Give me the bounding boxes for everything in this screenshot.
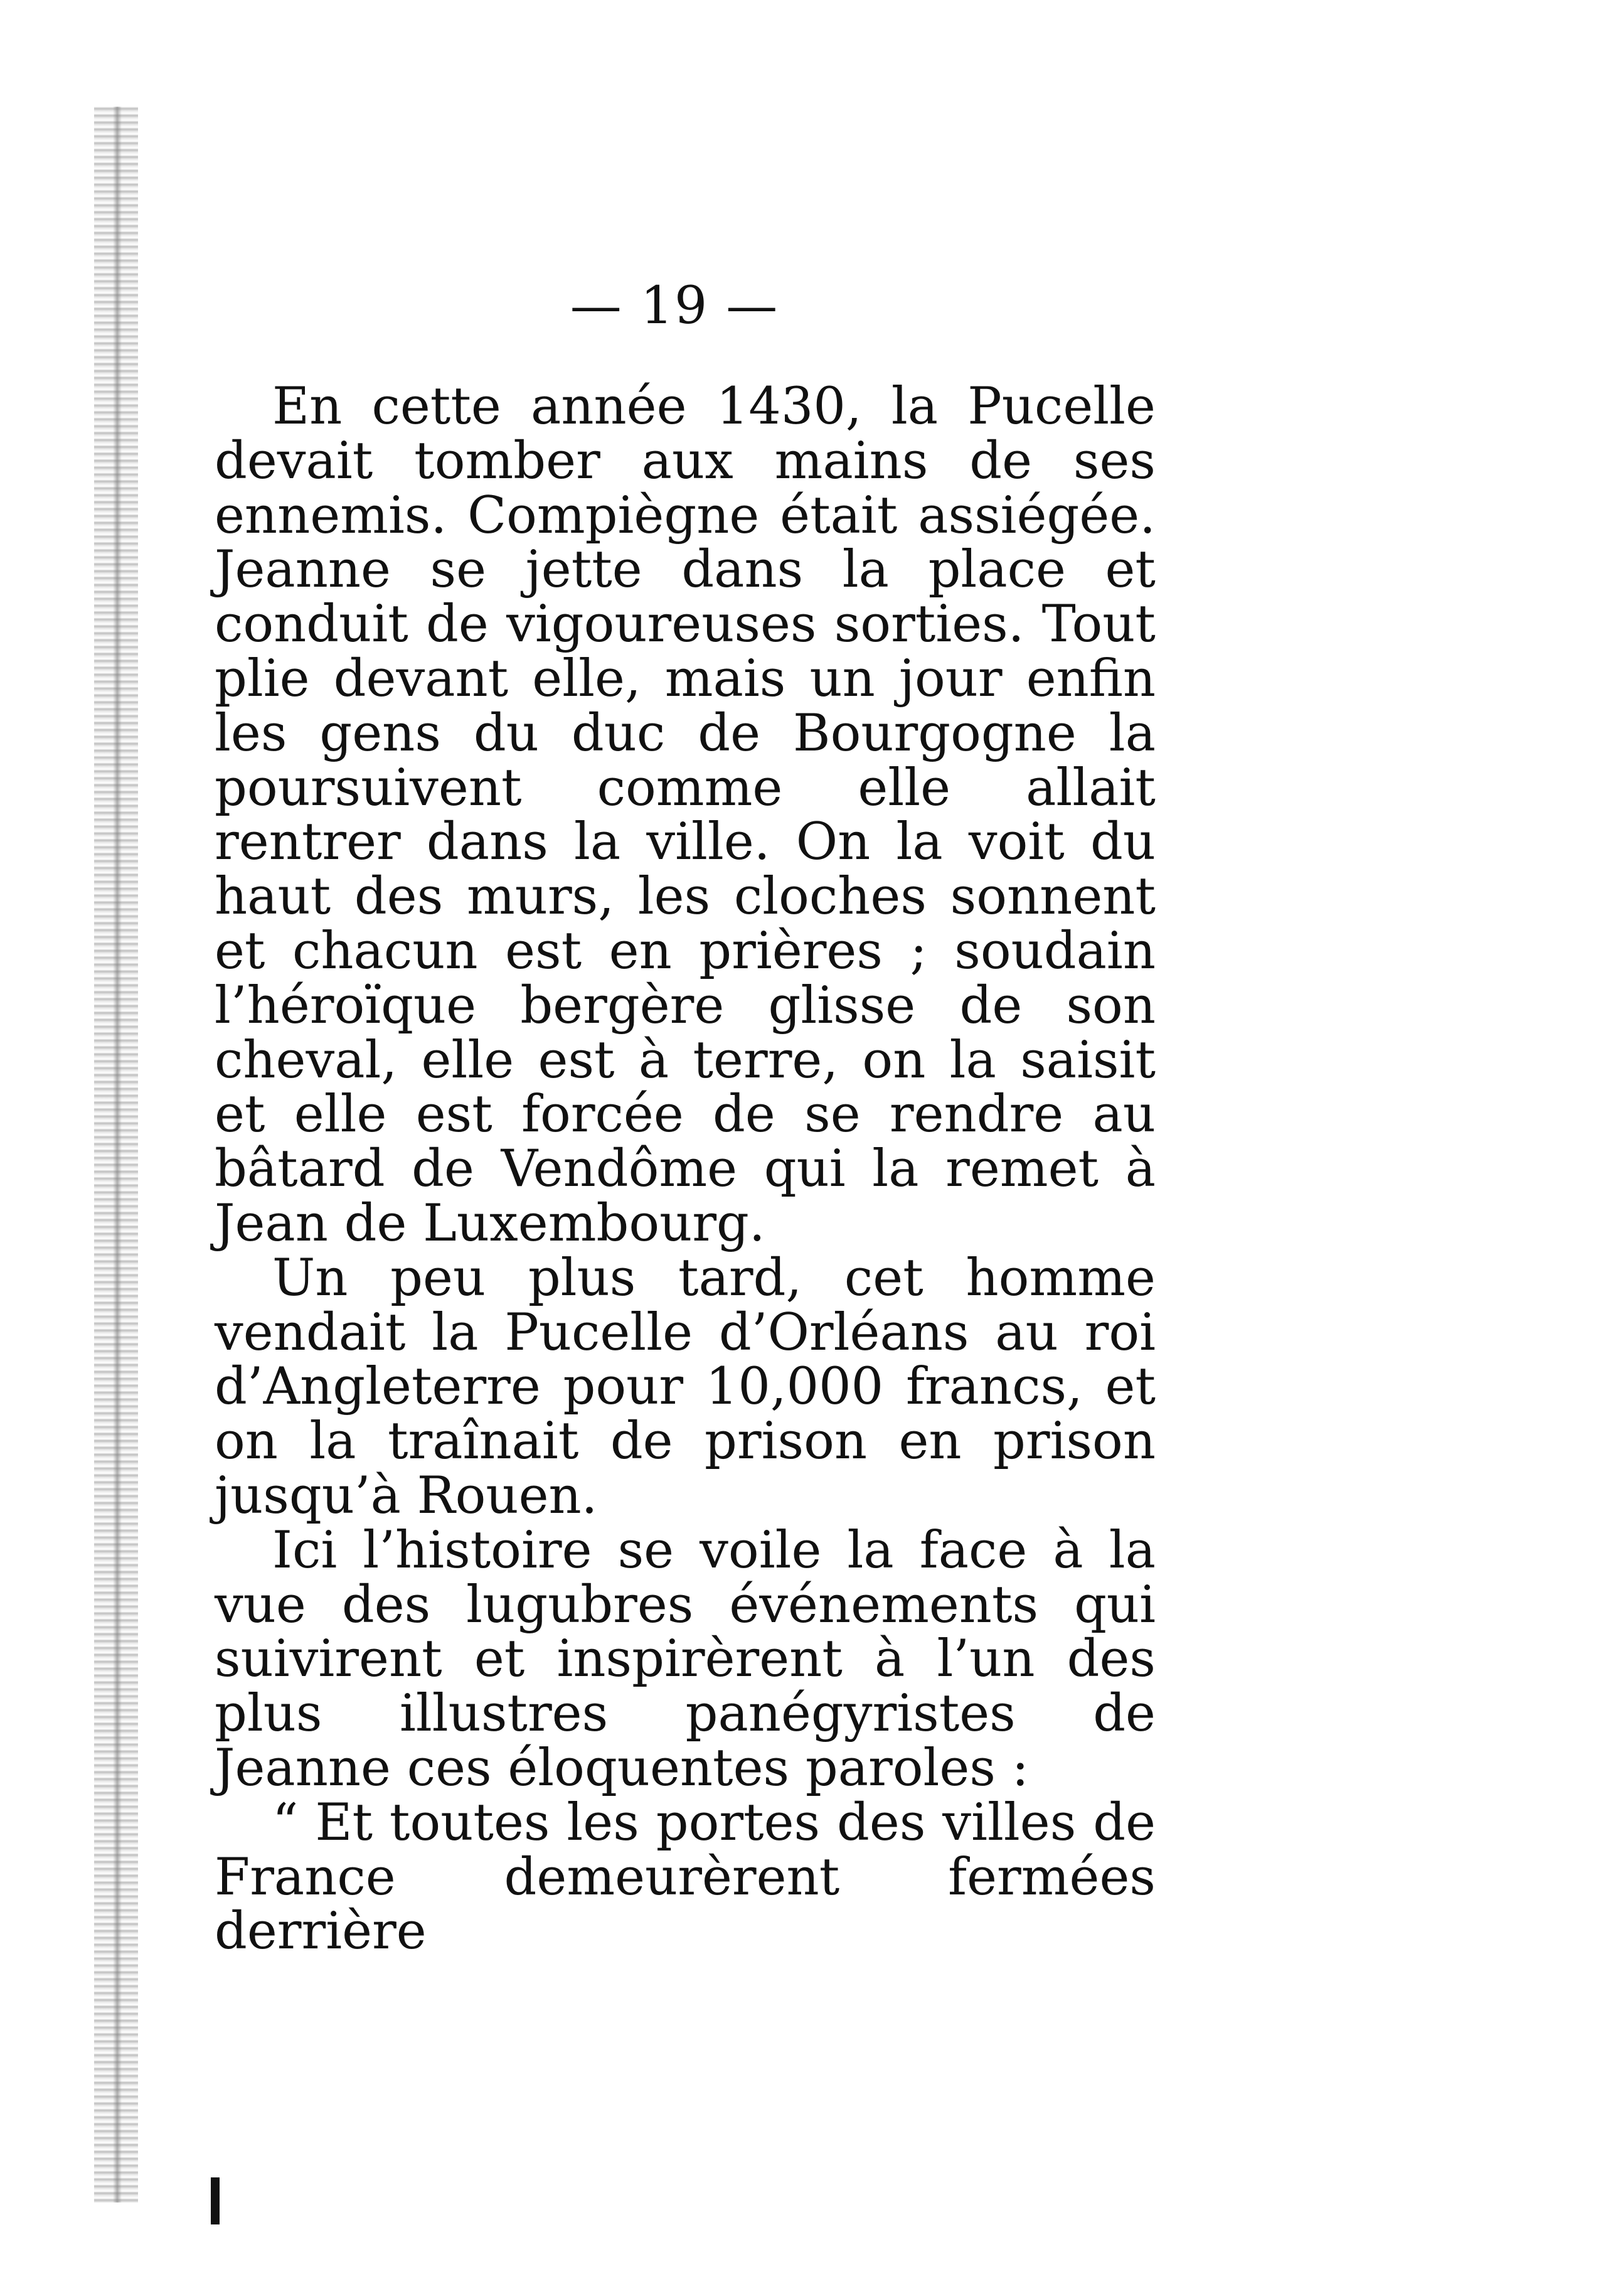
binding-edge <box>94 107 138 2203</box>
bottom-margin-mark <box>211 2177 220 2224</box>
paragraph-sold-to-england: Un peu plus tard, cet homme vendait la Pucelle d’Orléans au roi d’Angleterre pour 10,000 francs, et on la traînait de prison en prison jusqu’à Rouen. <box>215 1248 1156 1525</box>
paragraph-history-veils: Ici l’histoire se voile la face à la vue des lugubres événements qui suivirent et inspirèrent à l’un des plus illustres panégyristes de Jeanne ces éloquentes paroles : <box>215 1520 1156 1798</box>
paragraph-quotation: “ Et toutes les portes des villes de France demeurèrent fermées derrière <box>215 1793 1156 1962</box>
body-text <box>215 377 1156 1962</box>
paragraph-capture-of-jeanne: En cette année 1430, la Pucelle devait tomber aux mains de ses ennemis. Compiègne était assiégée. Jeanne se jette dans la place et conduit de vigoureuses sorties. Tout plie devant elle, mais un jour enfin les gens du duc de Bourgogne la poursuivent comme elle allait rentrer dans la ville. On la voit du haut des murs, les cloches sonnent et chacun est en prières ; soudain l’héroïque bergère glisse de son cheval, elle est à terre, on la saisit et elle est forcée de se rendre au bâtard de Vendôme qui la remet à Jean de Luxembourg. <box>215 377 1156 1253</box>
page-number: — 19 — <box>570 276 779 336</box>
